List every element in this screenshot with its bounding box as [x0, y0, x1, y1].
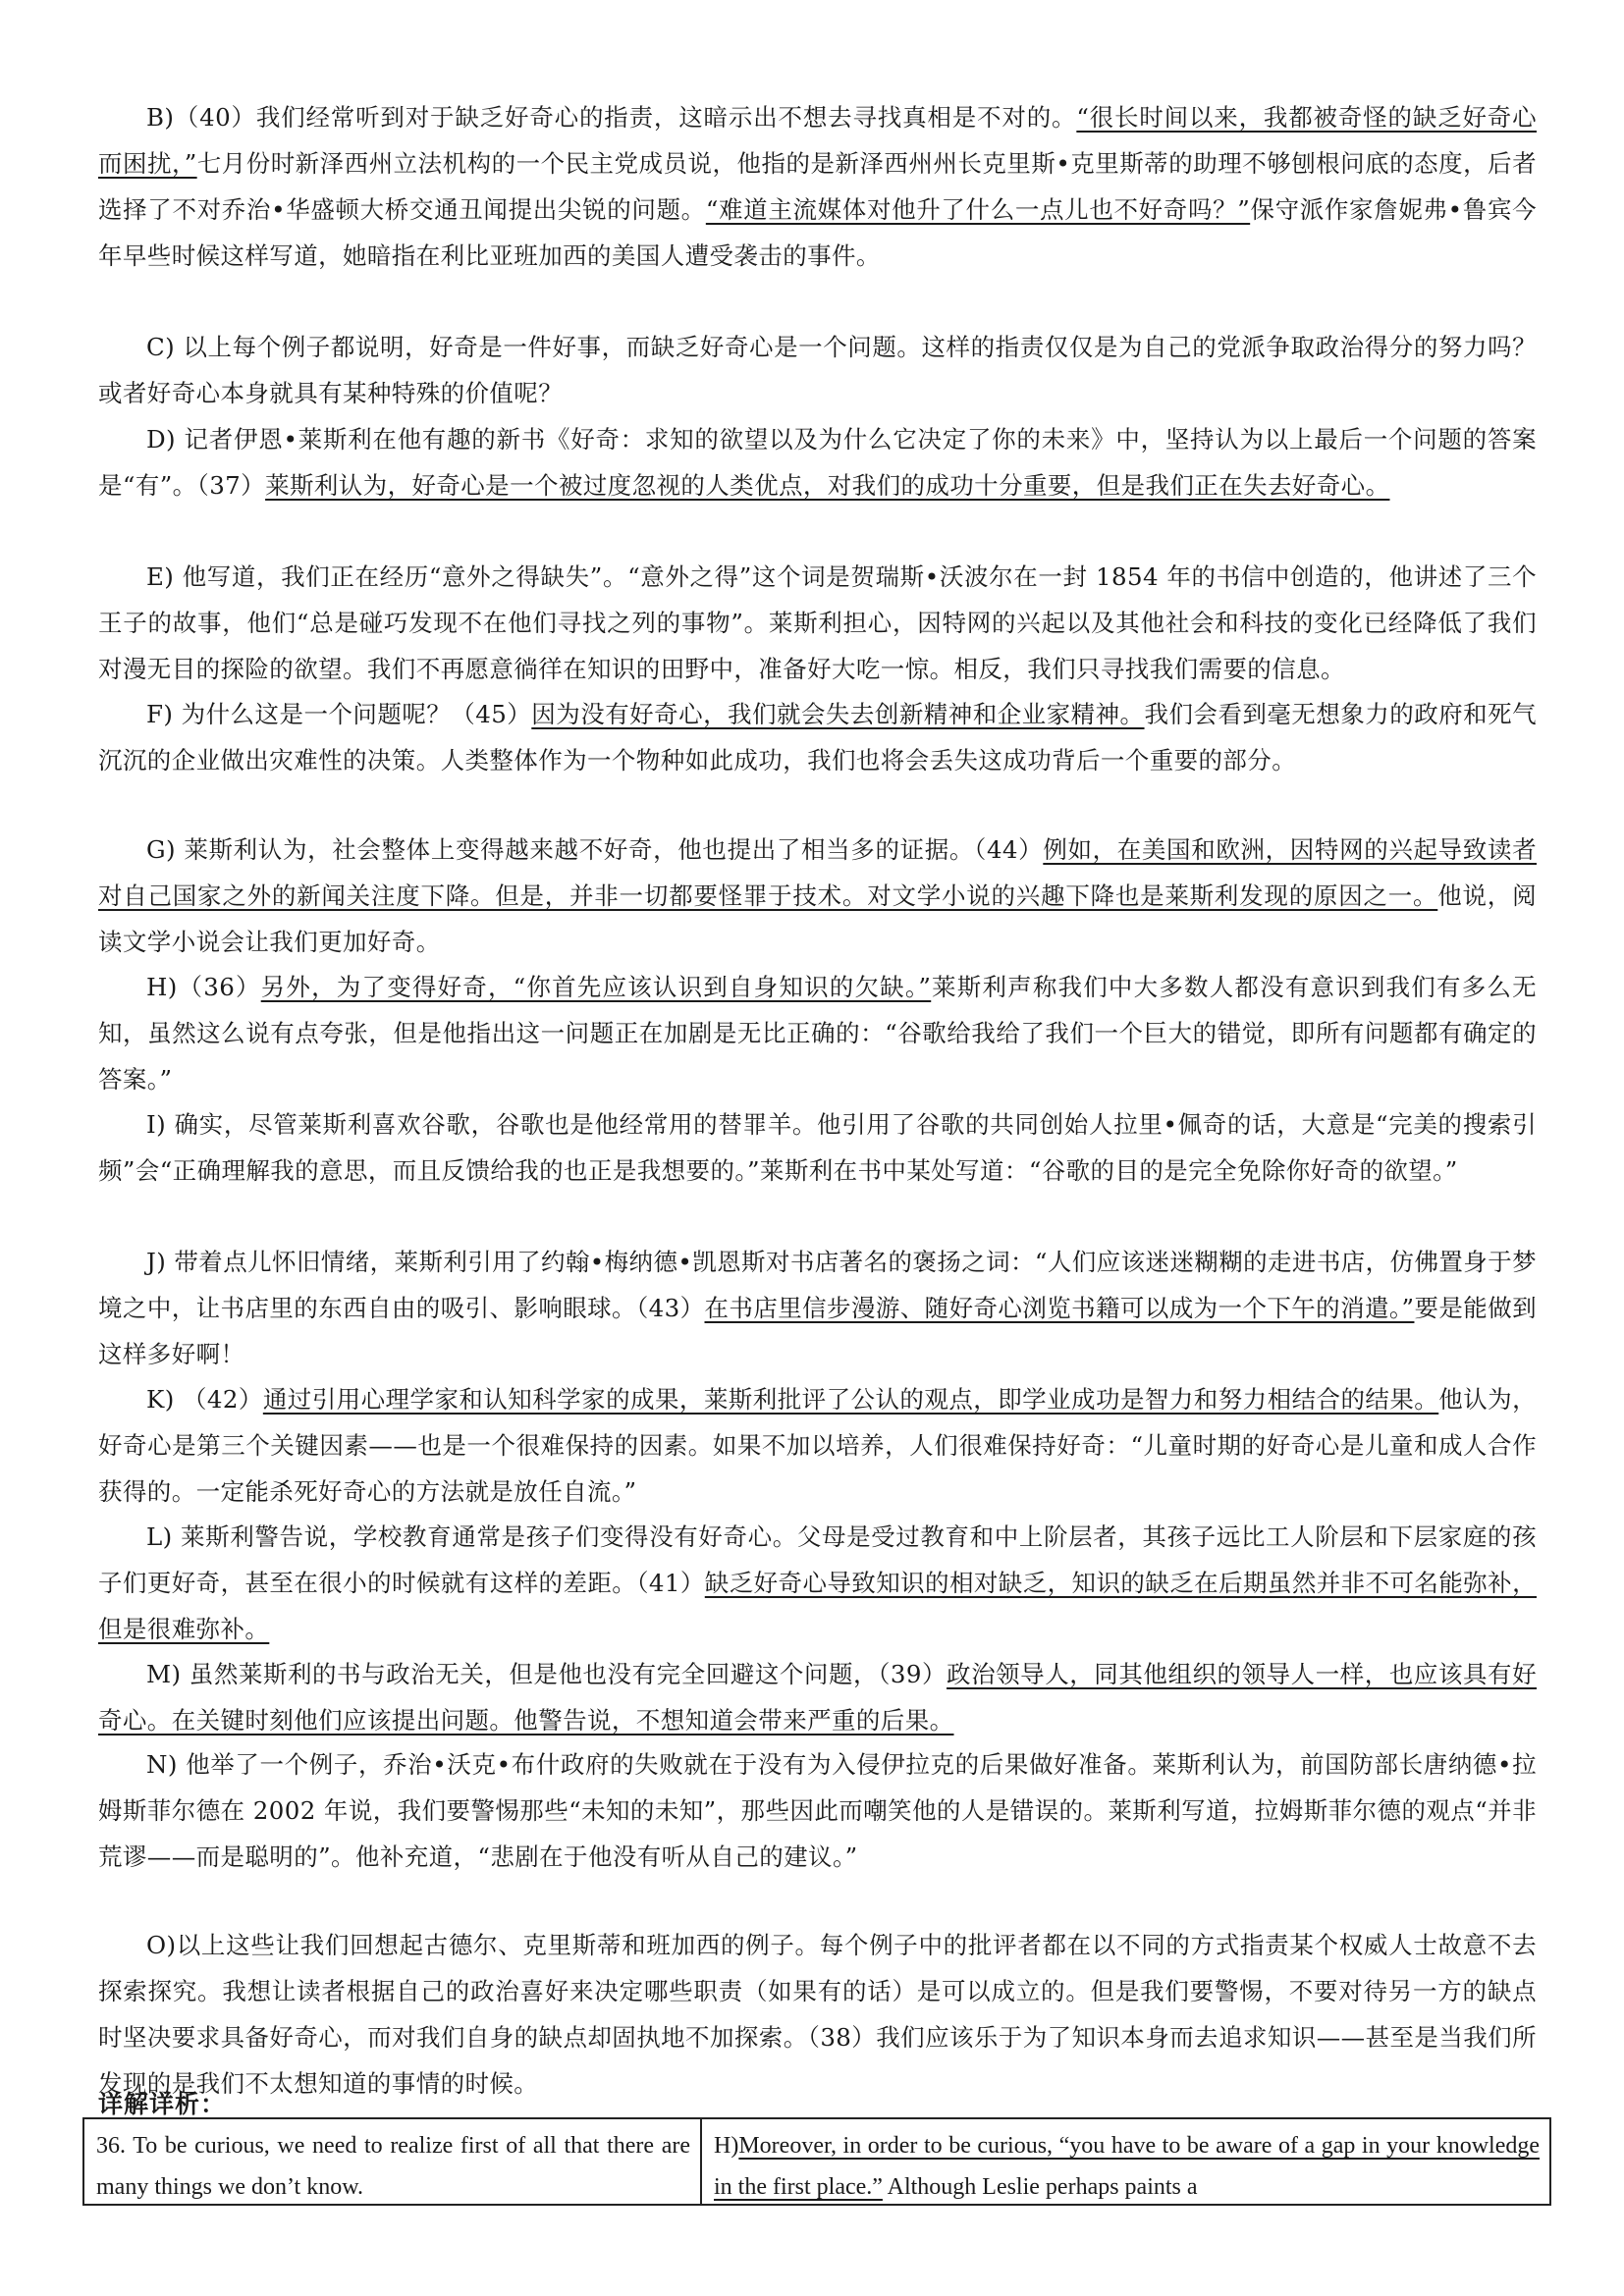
paragraph-text: K) （42）: [146, 1385, 263, 1414]
paragraph-text: 保守派作家詹妮弗•鲁宾今年早些时候这样写道，她暗指在利比亚班加西的美国人遭受袭击的事件。: [98, 195, 1537, 270]
paragraph-text: C) 以上每个例子都说明，好奇是一件好事，而缺乏好奇心是一个问题。这样的指责仅仅是为自己的党派争取政治得分的努力吗？或者好奇心本身就具有某种特殊的价值呢？: [98, 333, 1537, 407]
paragraph-text: 他说，阅读文学小说会让我们更加好奇。: [98, 881, 1537, 956]
paragraph-c: [98, 324, 1537, 416]
answer-rest-text: Although Leslie perhaps paints a: [882, 2174, 1198, 2200]
paragraph-g: [98, 827, 1537, 965]
underlined-answer-text: 因为没有好奇心，我们就会失去创新精神和企业家精神。: [531, 700, 1145, 728]
paragraph-d: [98, 416, 1537, 508]
paragraph-l: [98, 1514, 1537, 1652]
question-text: 36. To be curious, we need to realize first of all that there are many things we don’t know.: [96, 2133, 690, 2200]
underlined-answer-text: 例如，在美国和欧洲，因特网的兴起导致读者对自己国家之外的新闻关注度下降。但是，并非一切都要怪罪于技术。对文学小说的兴趣下降也是莱斯利发现的原因之一。: [98, 835, 1537, 910]
question-cell: [84, 2119, 702, 2204]
paragraph-text: L) 莱斯利警告说，学校教育通常是孩子们变得没有好奇心。父母是受过教育和中上阶层者，其孩子远比工人阶层和下层家庭的孩子们更好奇，甚至在很小的时候就有这样的差距。（41）: [98, 1522, 1537, 1597]
underlined-answer-text: 通过引用心理学家和认知科学家的成果，莱斯利批评了公认的观点，即学业成功是智力和努力相结合的结果。: [262, 1385, 1439, 1414]
answer-label: H): [714, 2133, 739, 2159]
paragraph-text: 我们会看到毫无想象力的政府和死气沉沉的企业做出灾难性的决策。人类整体作为一个物种如此成功，我们也将会丢失这成功背后一个重要的部分。: [98, 700, 1537, 774]
paragraph-f: [98, 691, 1537, 783]
paragraph-text: 要是能做到这样多好啊！: [98, 1294, 1538, 1368]
paragraph-text: 七月份时新泽西州立法机构的一个民主党成员说，他指的是新泽西州州长克里斯•克里斯蒂的助理不够刨根问底的态度，后者选择了不对乔治•华盛顿大桥交通丑闻提出尖锐的问题。: [98, 149, 1537, 224]
underlined-answer-text: 莱斯利认为，好奇心是一个被过度忽视的人类优点，对我们的成功十分重要，但是我们正在失去好奇心。: [265, 471, 1390, 500]
underlined-answer-text: 在书店里信步漫游、随好奇心浏览书籍可以成为一个下午的消遣。”: [704, 1294, 1415, 1322]
paragraph-text: G) 莱斯利认为，社会整体上变得越来越不好奇，他也提出了相当多的证据。（44）: [146, 835, 1044, 864]
paragraph-e: [98, 554, 1537, 692]
paragraph-text: O)以上这些让我们回想起古德尔、克里斯蒂和班加西的例子。每个例子中的批评者都在以不同的方式指责某个权威人士故意不去探索探究。我想让读者根据自己的政治喜好来决定哪些职责（如果有的话）是可以成立的。但是我们要警惕，不要对待另一方的缺点时坚决要求具备好奇心，而对我们自身的缺点却固执地不加探索。（38）我们应该乐于为了知识本身而去追求知识——甚至是当我们所发现的是我们不太想知道的事情的时候。: [98, 1931, 1537, 2098]
analysis-heading: 详解详析：: [98, 2090, 227, 2118]
paragraph-text: I) 确实，尽管莱斯利喜欢谷歌，谷歌也是他经常用的替罪羊。他引用了谷歌的共同创始人拉里•佩奇的话，大意是“完美的搜索引频”会“正确理解我的意思，而且反馈给我的也正是我想要的。”莱斯利在书中某处写道：“谷歌的目的是完全免除你好奇的欲望。”: [98, 1110, 1537, 1185]
paragraph-text: M) 虽然莱斯利的书与政治无关，但是他也没有完全回避这个问题，（39）: [146, 1660, 947, 1688]
underlined-answer-text: 缺乏好奇心导致知识的相对缺乏，知识的缺乏在后期虽然并非不可名能弥补，但是很难弥补。: [98, 1569, 1537, 1643]
paragraph-b: [98, 94, 1537, 279]
paragraph-text: F) 为什么这是一个问题呢？（45）: [146, 700, 532, 728]
underlined-answer-text: 另外，为了变得好奇，“你首先应该认识到自身知识的欠缺。”: [260, 973, 932, 1001]
answer-underlined-text: Moreover, in order to be curious, “you have to be aware of a gap in your knowledge in the first place.”: [714, 2133, 1540, 2200]
paragraph-text: 他认为，好奇心是第三个关键因素——也是一个很难保持的因素。如果不加以培养，人们很难保持好奇：“儿童时期的好奇心是儿童和成人合作获得的。一定能杀死好奇心的方法就是放任自流。”: [98, 1385, 1537, 1506]
paragraph-text: N) 他举了一个例子，乔治•沃克•布什政府的失败就在于没有为入侵伊拉克的后果做好准备。莱斯利认为，前国防部长唐纳德•拉姆斯菲尔德在 2002 年说，我们要警惕那些“未知的未知”，那些因此而嘲笑他的人是错误的。莱斯利写道，拉姆斯菲尔德的观点“并非荒谬——而是聪明的”。他补充道，“悲剧在于他没有听从自己的建议。”: [98, 1750, 1537, 1871]
paragraph-text: E) 他写道，我们正在经历“意外之得缺失”。“意外之得”这个词是贺瑞斯•沃波尔在一封 1854 年的书信中创造的，他讲述了三个王子的故事，他们“总是碰巧发现不在他们寻找之列的事物”。莱斯利担心，因特网的兴起以及其他社会和科技的变化已经降低了我们对漫无目的探险的欲望。我们不再愿意徜徉在知识的田野中，准备好大吃一惊。相反，我们只寻找我们需要的信息。: [98, 562, 1537, 683]
paragraph-n: [98, 1741, 1537, 1880]
answer-table: [82, 2117, 1551, 2206]
paragraph-text: J) 带着点儿怀旧情绪，莱斯利引用了约翰•梅纳德•凯恩斯对书店著名的褒扬之词：“人们应该迷迷糊糊的走进书店，仿佛置身于梦境之中，让书店里的东西自由的吸引、影响眼球。（43）: [98, 1248, 1537, 1322]
paragraph-j: [98, 1239, 1537, 1377]
paragraph-i: [98, 1101, 1537, 1194]
answer-cell: [702, 2119, 1549, 2204]
paragraph-text: B)（40）我们经常听到对于缺乏好奇心的指责，这暗示出不想去寻找真相是不对的。: [146, 103, 1077, 132]
underlined-answer-text: “难道主流媒体对他升了什么一点儿也不好奇吗？”: [705, 195, 1251, 224]
paragraph-h: [98, 964, 1537, 1102]
underlined-answer-text: 政治领导人，同其他组织的领导人一样，也应该具有好奇心。在关键时刻他们应该提出问题。他警告说，不想知道会带来严重的后果。: [98, 1660, 1537, 1735]
paragraph-k: [98, 1376, 1537, 1515]
paragraph-text: D) 记者伊恩•莱斯利在他有趣的新书《好奇：求知的欲望以及为什么它决定了你的未来》中，坚持认为以上最后一个问题的答案是“有”。（37）: [98, 425, 1537, 500]
paragraph-text: H)（36）: [146, 973, 261, 1001]
paragraph-m: [98, 1651, 1537, 1743]
paragraph-o: [98, 1922, 1537, 2107]
paragraph-text: 莱斯利声称我们中大多数人都没有意识到我们有多么无知，虽然这么说有点夸张，但是他指出这一问题正在加剧是无比正确的：“谷歌给我给了我们一个巨大的错觉，即所有问题都有确定的答案。”: [98, 973, 1537, 1094]
underlined-answer-text: “很长时间以来，我都被奇怪的缺乏好奇心而困扰，”: [98, 103, 1537, 178]
